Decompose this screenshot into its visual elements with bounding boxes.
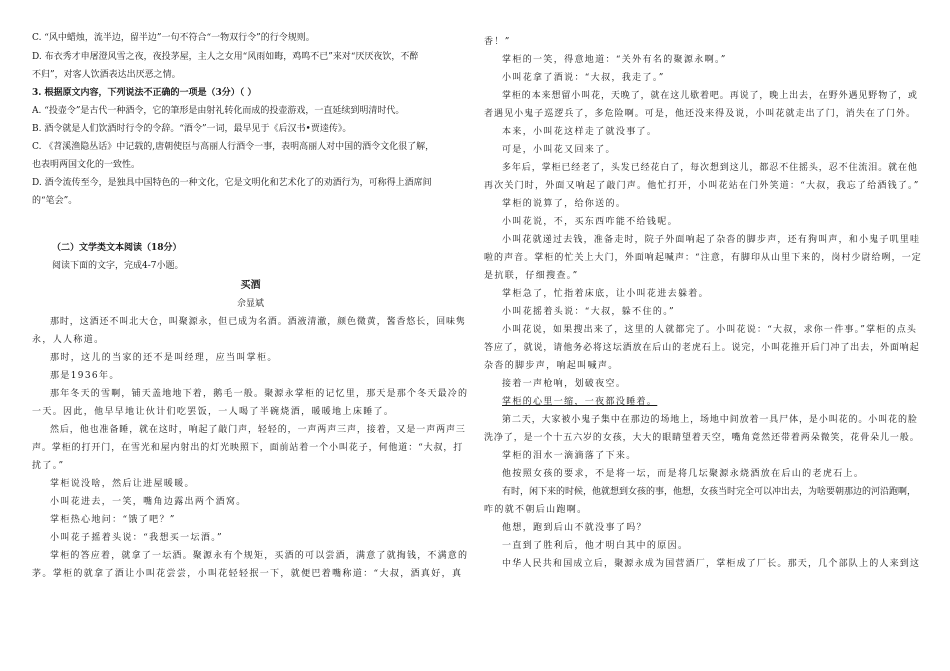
story-paragraph: 掌柜热心地问：“饿了吧？”: [50, 515, 176, 525]
q2-option-d: D. 布衣秀才申屠澄风雪之夜，夜投茅屋，主人之女用“风雨如晦，鸡鸣不已”来对“厌厌夜饮，不醉: [32, 52, 419, 62]
story-paragraph: 第二天，大家被小鬼子集中在那边的场地上，场地中间放着一具尸体，是小叫花的。小叫花的脸: [502, 415, 918, 425]
story-paragraph-cont: 啦的声音。掌柜的忙关上大门，外面响起喊声：“注意，有脚印从山里下来的，岗村少尉给咧，一定: [484, 253, 922, 263]
q2-option-d-cont: 不归”，对客人饮酒表达出厌恶之情。: [32, 70, 181, 80]
story-paragraph: 一直到了胜利后，他才明白其中的原因。: [502, 541, 689, 551]
story-paragraph: 小叫花说，如果搜出来了，这里的人就都完了。小叫花说：“大叔，求你一件事。”掌柜的点头: [502, 325, 918, 335]
story-paragraph: 接着一声枪响，划破夜空。: [502, 379, 627, 389]
story-paragraph: 小叫花子摇着头说：“我想买一坛酒。”: [50, 533, 224, 543]
story-paragraph: 多年后，掌柜已经老了，头发已经花白了，每次想到这儿，都忍不住摇头，忍不住流泪。就在他: [502, 163, 918, 173]
reading-instruction: 阅读下面的文字，完成4-7小题。: [52, 261, 184, 271]
story-paragraph: 那时，这儿的当家的还不是叫经理，应当叫掌柜。: [50, 353, 278, 363]
story-paragraph-cont: 香！”: [484, 37, 511, 47]
story-paragraph: 本来，小叫花这样走了就没事了。: [502, 127, 658, 137]
q3-option-c-cont: 也表明两国文化的一致性。: [32, 160, 141, 170]
story-paragraph-underlined: [484, 396, 922, 408]
story-paragraph-cont: 洗净了，是一个十五六岁的女孩，大大的眼睛望着天空，嘴角竟然还带着两朵微笑，花骨朵儿一般。: [484, 433, 920, 443]
story-paragraph-cont: 是抗联，仔细搜查。”: [484, 271, 579, 281]
story-paragraph: 小叫花摇着头说：“大叔，躲不住的。”: [502, 307, 676, 317]
story-paragraph-cont: 咋的就不朝后山跑啊。: [484, 505, 588, 515]
story-paragraph-cont: 茅。掌柜的就拿了酒让小叫花尝尝，小叫花轻轻抿一下，就便巴着嘴称道：“大叔，酒真好，真: [32, 569, 463, 579]
story-paragraph: 那时，这酒还不叫北大仓，叫聚源永，但已成为名酒。酒液清澈，颜色微黄，酱香悠长，回味隽: [50, 317, 466, 327]
story-paragraph: 小叫花就递过去钱，准备走时，院子外面响起了杂沓的脚步声，还有狗叫声，和小鬼子叽里哇: [502, 235, 921, 245]
q3-option-d: D. 酒令流传至今，是独具中国特色的一种文化，它是文明化和艺术化了的劝酒行为，可称得上酒席间: [32, 178, 432, 188]
q3-option-d-cont: 的“笔会”。: [32, 196, 78, 206]
question-3: 3. 根据原文内容，下列说法不正确的一项是（3分）（ ）: [32, 88, 257, 98]
story-paragraph: 那是1936年。: [50, 371, 120, 381]
story-paragraph: 那年冬天的雪啊，铺天盖地地下着，鹅毛一般。聚源永掌柜的记忆里，那天是那个冬天最冷的: [50, 389, 469, 399]
story-paragraph-cont: 再次关门时，外面又响起了敲门声。他忙打开，小叫花站在门外笑道：“大叔，我忘了给酒钱了。”: [484, 181, 920, 191]
story-paragraph: 然后，他也准备睡，就在这时，响起了敲门声，轻轻的，一声两声三声，接着，又是一声两声三: [50, 425, 466, 435]
story-paragraph: 掌柜的一笑，得意地道：“关外有名的聚源永啊。”: [502, 55, 727, 65]
story-paragraph: 掌柜的答应着，就拿了一坛酒。聚源永有个规矩，买酒的可以尝酒，满意了就掏钱，不满意的: [50, 551, 469, 561]
story-paragraph: 小叫花说，不，买东西咋能不给钱呢。: [502, 217, 678, 227]
story-paragraph: 可是，小叫花又回来了。: [502, 145, 616, 155]
story-paragraph-cont: 扰了。”: [32, 461, 65, 471]
story-paragraph: 有时，闲下来的时候，他就想到女孩的事，他想，女孩当时完全可以冲出去，为啥要朝那边的河沿跑啊，: [502, 487, 917, 497]
story-paragraph: 掌柜的泪水一滴滴落了下来。: [502, 451, 637, 461]
story-paragraph-cont: 声。掌柜的打开门，在雪光和屋内射出的灯光映照下，面前站着一个小叫花子，何他道：“大叔，打: [32, 443, 464, 453]
story-paragraph: 他想，跑到后山不就没事了吗？: [502, 523, 647, 533]
story-author: 佘显斌: [236, 299, 264, 309]
story-paragraph-cont: 杂沓的脚步声，响起叫喊声。: [484, 361, 619, 371]
story-paragraph: 掌柜的说算了，给你送的。: [502, 199, 627, 209]
underlined-sentence: 掌柜的心里一缩，一夜都没睡着。: [502, 397, 658, 407]
story-paragraph-cont: 答应了，就说，请他务必将这坛酒放在后山的老虎石上。说完，小叫花推开后门冲了出去，外面响起: [484, 343, 920, 353]
story-paragraph-cont: 一天。因此，他早早地让伙计们吃罢饭，一人喝了半碗烧酒，暖暖地上床睡了。: [32, 407, 395, 417]
story-paragraph-cont: 者遇见小鬼子巡逻兵了，多危险啊。可是，他还没来得及说，小叫花就走出了门，消失在了门外。: [484, 109, 917, 119]
q3-option-a: A. “投壶令”是古代一种酒令，它的筆形是由射礼转化而成的投壶游戏，一直延续到明清时代。: [32, 106, 405, 116]
story-paragraph: 中华人民共和国成立后，聚源永成为国营酒厂，掌柜成了厂长。那天，几个部队上的人来到这: [502, 559, 921, 569]
story-paragraph: 掌柜说没啥，然后让进屋暖暖。: [50, 479, 195, 489]
story-paragraph: 掌柜的本来想留小叫花，天晚了，就在这儿歇着吧。再说了，晚上出去，在野外遇见野物了，或: [502, 91, 918, 101]
story-paragraph: 掌柜急了，忙指着床底，让小叫花进去躲着。: [502, 289, 710, 299]
left-column: [32, 0, 469, 671]
right-column: [484, 0, 922, 671]
story-paragraph: 小叫花进去，一笑，嘴角边露出两个酒窝。: [50, 497, 247, 507]
story-paragraph: 小叫花拿了酒说：“大叔，我走了。”: [502, 73, 665, 83]
section-heading: （二）文学类文本阅读（18分）: [52, 243, 182, 253]
story-title: 买酒: [240, 280, 261, 291]
story-paragraph-cont: 永，人人称道。: [32, 335, 105, 345]
q2-option-c: C. “风中蜡烛，流半边，留半边”一句不符合“一物双行令”的行令规则。: [32, 33, 315, 43]
story-paragraph: 他按照女孩的要求，不是将一坛，而是将几坛聚源永烧酒放在后山的老虎石上。: [502, 469, 865, 479]
q3-option-b: B. 酒令就是人们饮酒时行令的令辞。“酒令”一词，最早见于《后汉书•贾逵传》。: [32, 124, 352, 134]
q3-option-c: C. 《苕溪渔隐丛话》中记载的,唐朝使臣与高丽人行酒令一事，表明高丽人对中国的酒令文化很了解，: [32, 142, 435, 152]
